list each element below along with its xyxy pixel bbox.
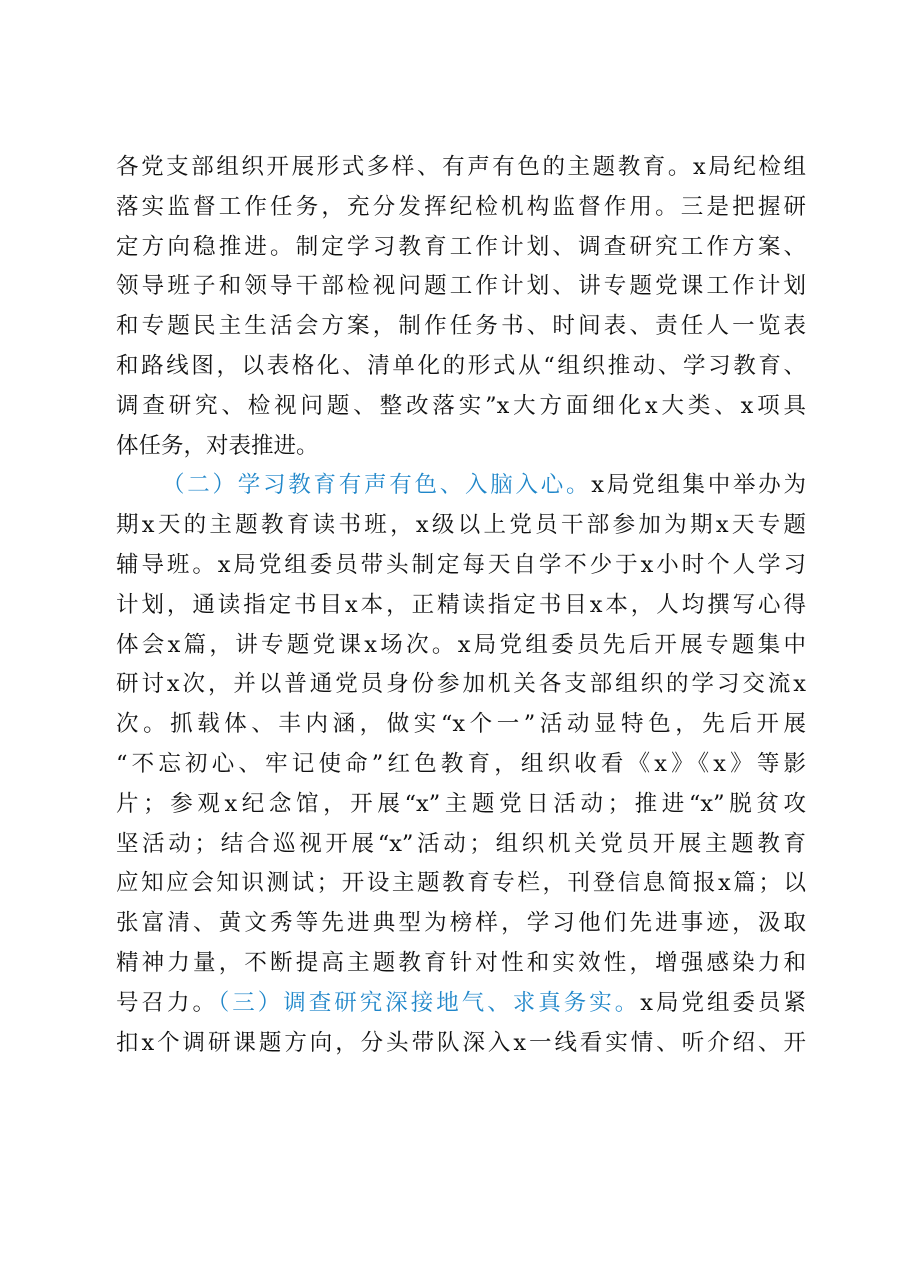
paragraph2-line-14-text: x局党组委员紧: [640, 989, 806, 1016]
paragraph1-line-1: 各党支部组织开展形式多样、有声有色的主题教育。x局纪检组: [116, 154, 806, 180]
section-heading-2: （二）学习教育有声有色、入脑入心。: [162, 472, 592, 499]
paragraph1-line-6: 和路线图，以表格化、清单化的形式从“组织推动、学习教育、: [116, 352, 806, 379]
paragraph1-line-4: 领导班子和领导干部检视问题工作计划、讲专题党课工作计划: [116, 273, 806, 300]
paragraph1-line-2: 落实监督工作任务，充分发挥纪检机构监督作用。三是把握研: [116, 193, 806, 220]
paragraph1-line-3: 定方向稳推进。制定学习教育工作计划、调查研究工作方案、: [116, 233, 806, 260]
paragraph2-line-8: “不忘初心、牢记使命”红色教育，组织收看《x》《x》等影: [116, 750, 806, 777]
paragraph2-line-9: 片；参观x纪念馆，开展“x”主题党日活动；推进“x”脱贫攻: [116, 790, 806, 817]
paragraph2-line-14: [116, 984, 806, 1024]
paragraph1-line-5: 和专题民主生活会方案，制作任务书、时间表、责任人一览表: [116, 313, 806, 340]
section-heading-3: （三）调查研究深接地气、求真务实。: [218, 989, 641, 1016]
paragraph1-line-7: 调查研究、检视问题、整改落实”x大方面细化x大类、x项具: [116, 392, 806, 419]
document-body: [116, 148, 806, 1063]
paragraph2-line-7: 次。抓载体、丰内涵，做实“x个一”活动显特色，先后开展: [116, 711, 806, 738]
paragraph2-line-2: 期x天的主题教育读书班，x级以上党员干部参加为期x天专题: [116, 512, 806, 539]
paragraph2-line-5: 体会x篇，讲专题党课x场次。x局党组委员先后开展专题集中: [116, 631, 806, 658]
paragraph2-line-4: 计划，通读指定书目x本，正精读指定书目x本，人均撰写心得: [116, 591, 806, 618]
paragraph2-line-13: 精神力量，不断提高主题教育针对性和实效性，增强感染力和: [116, 949, 806, 976]
paragraph2-line-3: 辅导班。x局党组委员带头制定每天自学不少于x小时个人学习: [116, 551, 806, 578]
paragraph2-line-15: 扣x个调研课题方向，分头带队深入x一线看实情、听介绍、开: [116, 1029, 806, 1056]
paragraph2-line-1: [116, 466, 806, 506]
paragraph2-line-12: 张富清、黄文秀等先进典型为榜样，学习他们先进事迹，汲取: [116, 910, 806, 937]
paragraph2-line-11: 应知应会知识测试；开设主题教育专栏，刊登信息简报x篇；以: [116, 870, 806, 897]
paragraph2-line-1-text: x局党组集中举办为: [591, 472, 806, 499]
paragraph2-line-6: 研讨x次，并以普通党员身份参加机关各支部组织的学习交流x: [116, 671, 806, 698]
paragraph2-line-10: 坚活动；结合巡视开展“x”活动；组织机关党员开展主题教育: [116, 830, 806, 857]
paragraph2-line-14-start: 号召力。: [116, 989, 219, 1016]
paragraph1-line-8: 体任务，对表推进。: [116, 432, 319, 459]
